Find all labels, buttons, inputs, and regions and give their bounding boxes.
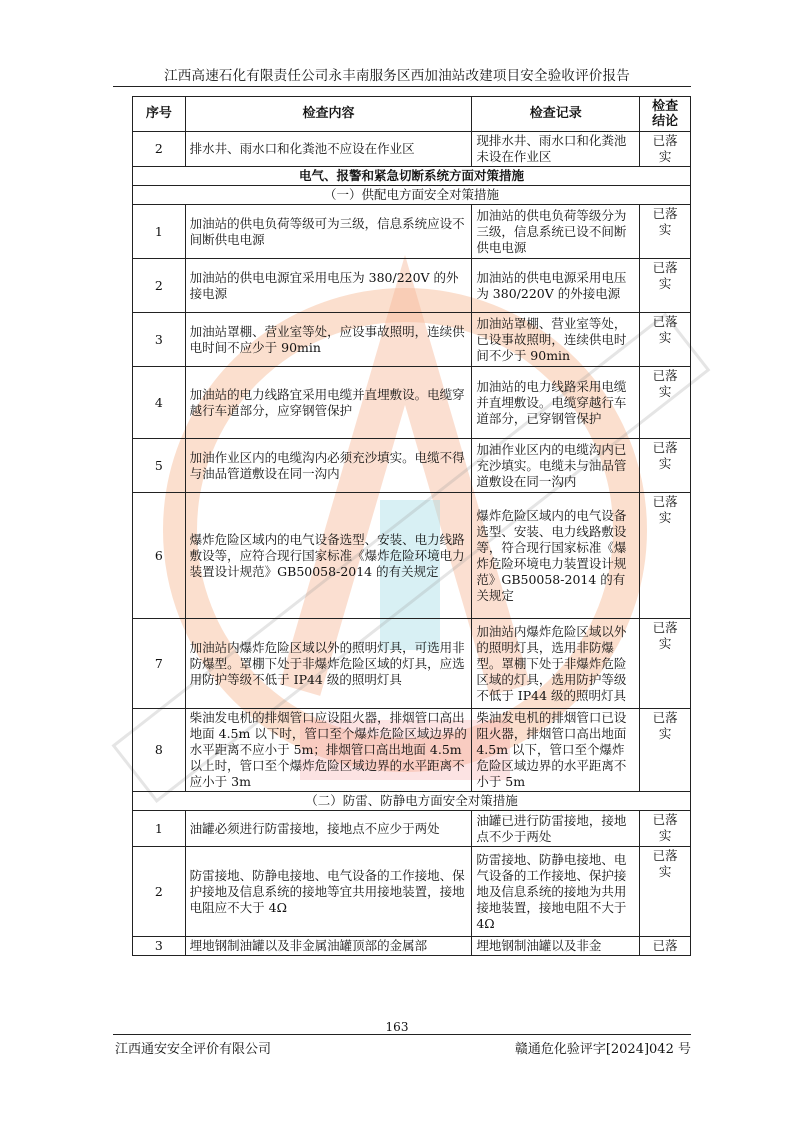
cell-content: 爆炸危险区域内的电气设备选型、安装、电力线路敷设等，应符合现行国家标准《爆炸危险环境电力装置设计规范》GB50058-2014 的有关规定 [185,493,472,619]
cell-num: 1 [133,811,186,847]
header-rule [113,86,691,87]
table-header-row [133,97,691,132]
cell-result: 已落 实 [640,132,691,167]
footer-company: 江西通安安全评价有限公司 [115,1042,272,1057]
cell-num: 4 [133,367,186,439]
cell-content: 加油站的电力线路宜采用电缆并直埋敷设。电缆穿越行车道部分，应穿钢管保护 [185,367,472,439]
cell-result: 已落 实 [640,619,691,709]
table-row [133,811,691,847]
table-row [133,132,691,167]
cell-record: 防雷接地、防静电接地、电气设备的工作接地、保护接地及信息系统的接地为共用接地装置，接地电阻不大于 4Ω [472,847,640,937]
cell-result: 已落 [640,937,691,956]
cell-num: 2 [133,847,186,937]
cell-content: 柴油发电机的排烟管口应设阻火器，排烟管口高出地面 4.5m 以下时，管口至个爆炸危险区域边界的水平距离不应小于 5m；排烟管口高出地面 4.5m 以上时，管口至个爆炸危险区域边界的水平距离不应小于 3m [185,709,472,792]
cell-num: 1 [133,205,186,259]
subsection-row [133,792,691,811]
cell-num: 8 [133,709,186,792]
cell-record: 加油站的电力线路采用电缆并直埋敷设。电缆穿越行车道部分，已穿钢管保护 [472,367,640,439]
subsection-title: （一）供配电方面安全对策措施 [133,186,691,205]
table-row [133,709,691,792]
cell-num: 2 [133,132,186,167]
table-row [133,205,691,259]
cell-record: 现排水井、雨水口和化粪池未设在作业区 [472,132,640,167]
cell-num: 6 [133,493,186,619]
cell-record: 加油站罩棚、营业室等处，已设事故照明，连续供电时间不少于 90min [472,313,640,367]
header-num: 序号 [133,97,186,132]
table-row [133,439,691,493]
section-title: 电气、报警和紧急切断系统方面对策措施 [133,167,691,186]
cell-num: 3 [133,313,186,367]
cell-result: 已落 实 [640,439,691,493]
table-row [133,367,691,439]
cell-result: 已落 实 [640,493,691,619]
table-body [133,132,691,956]
header-result: 检查 结论 [640,97,691,132]
cell-record: 柴油发电机的排烟管口已设阻火器，排烟管口高出地面 4.5m 以下，管口至个爆炸危险区域边界的水平距离不小于 5m [472,709,640,792]
table-row [133,313,691,367]
cell-result: 已落 实 [640,367,691,439]
cell-content: 埋地钢制油罐以及非金属油罐顶部的金属部 [185,937,472,956]
cell-result: 已落 实 [640,811,691,847]
cell-content: 加油站的供电负荷等级可为三级，信息系统应设不间断供电电源 [185,205,472,259]
cell-result: 已落 实 [640,205,691,259]
cell-num: 7 [133,619,186,709]
header-content: 检查内容 [185,97,472,132]
cell-content: 加油站内爆炸危险区域以外的照明灯具，可选用非防爆型。罩棚下处于非爆炸危险区域的灯具，应选用防护等级不低于 IP44 级的照明灯具 [185,619,472,709]
header-record: 检查记录 [472,97,640,132]
subsection-row [133,186,691,205]
inspection-table [132,96,691,956]
table-row [133,619,691,709]
cell-record: 加油站的供电负荷等级分为三级，信息系统已设不间断供电电源 [472,205,640,259]
cell-num: 2 [133,259,186,313]
table-row [133,259,691,313]
page-number: 163 [385,1020,409,1034]
cell-result: 已落 实 [640,313,691,367]
cell-content: 加油作业区内的电缆沟内必须充沙填实。电缆不得与油品管道敷设在同一沟内 [185,439,472,493]
footer-rule [113,1034,691,1035]
cell-num: 5 [133,439,186,493]
cell-content: 加油站罩棚、营业室等处，应设事故照明，连续供电时间不应少于 90min [185,313,472,367]
cell-record: 油罐已进行防雷接地，接地点不少于两处 [472,811,640,847]
header-title: 江西高速石化有限责任公司永丰南服务区西加油站改建项目安全验收评价报告 [164,68,630,84]
cell-result: 已落 实 [640,259,691,313]
cell-content: 排水井、雨水口和化粪池不应设在作业区 [185,132,472,167]
table-row [133,937,691,956]
table-row [133,847,691,937]
cell-result: 已落 实 [640,709,691,792]
cell-content: 加油站的供电电源宜采用电压为 380/220V 的外接电源 [185,259,472,313]
cell-record: 埋地钢制油罐以及非金 [472,937,640,956]
cell-record: 加油站内爆炸危险区域以外的照明灯具，选用非防爆型。罩棚下处于非爆炸危险区域的灯具，选用防护等级不低于 IP44 级的照明灯具 [472,619,640,709]
cell-num: 3 [133,937,186,956]
cell-content: 油罐必须进行防雷接地，接地点不应少于两处 [185,811,472,847]
cell-record: 加油站的供电电源采用电压为 380/220V 的外接电源 [472,259,640,313]
cell-result: 已落 实 [640,847,691,937]
subsection-title: （二）防雷、防静电方面安全对策措施 [133,792,691,811]
cell-content: 防雷接地、防静电接地、电气设备的工作接地、保护接地及信息系统的接地等宜共用接地装置，接地电阻应不大于 4Ω [185,847,472,937]
section-row [133,167,691,186]
cell-record: 爆炸危险区域内的电气设备选型、安装、电力线路敷设等，符合现行国家标准《爆炸危险环境电力装置设计规范》GB50058-2014 的有关规定 [472,493,640,619]
footer-doc-number: 赣通危化验评字[2024]042 号 [514,1042,691,1057]
cell-record: 加油作业区内的电缆沟内已充沙填实。电缆未与油品管道敷设在同一沟内 [472,439,640,493]
table-row [133,493,691,619]
